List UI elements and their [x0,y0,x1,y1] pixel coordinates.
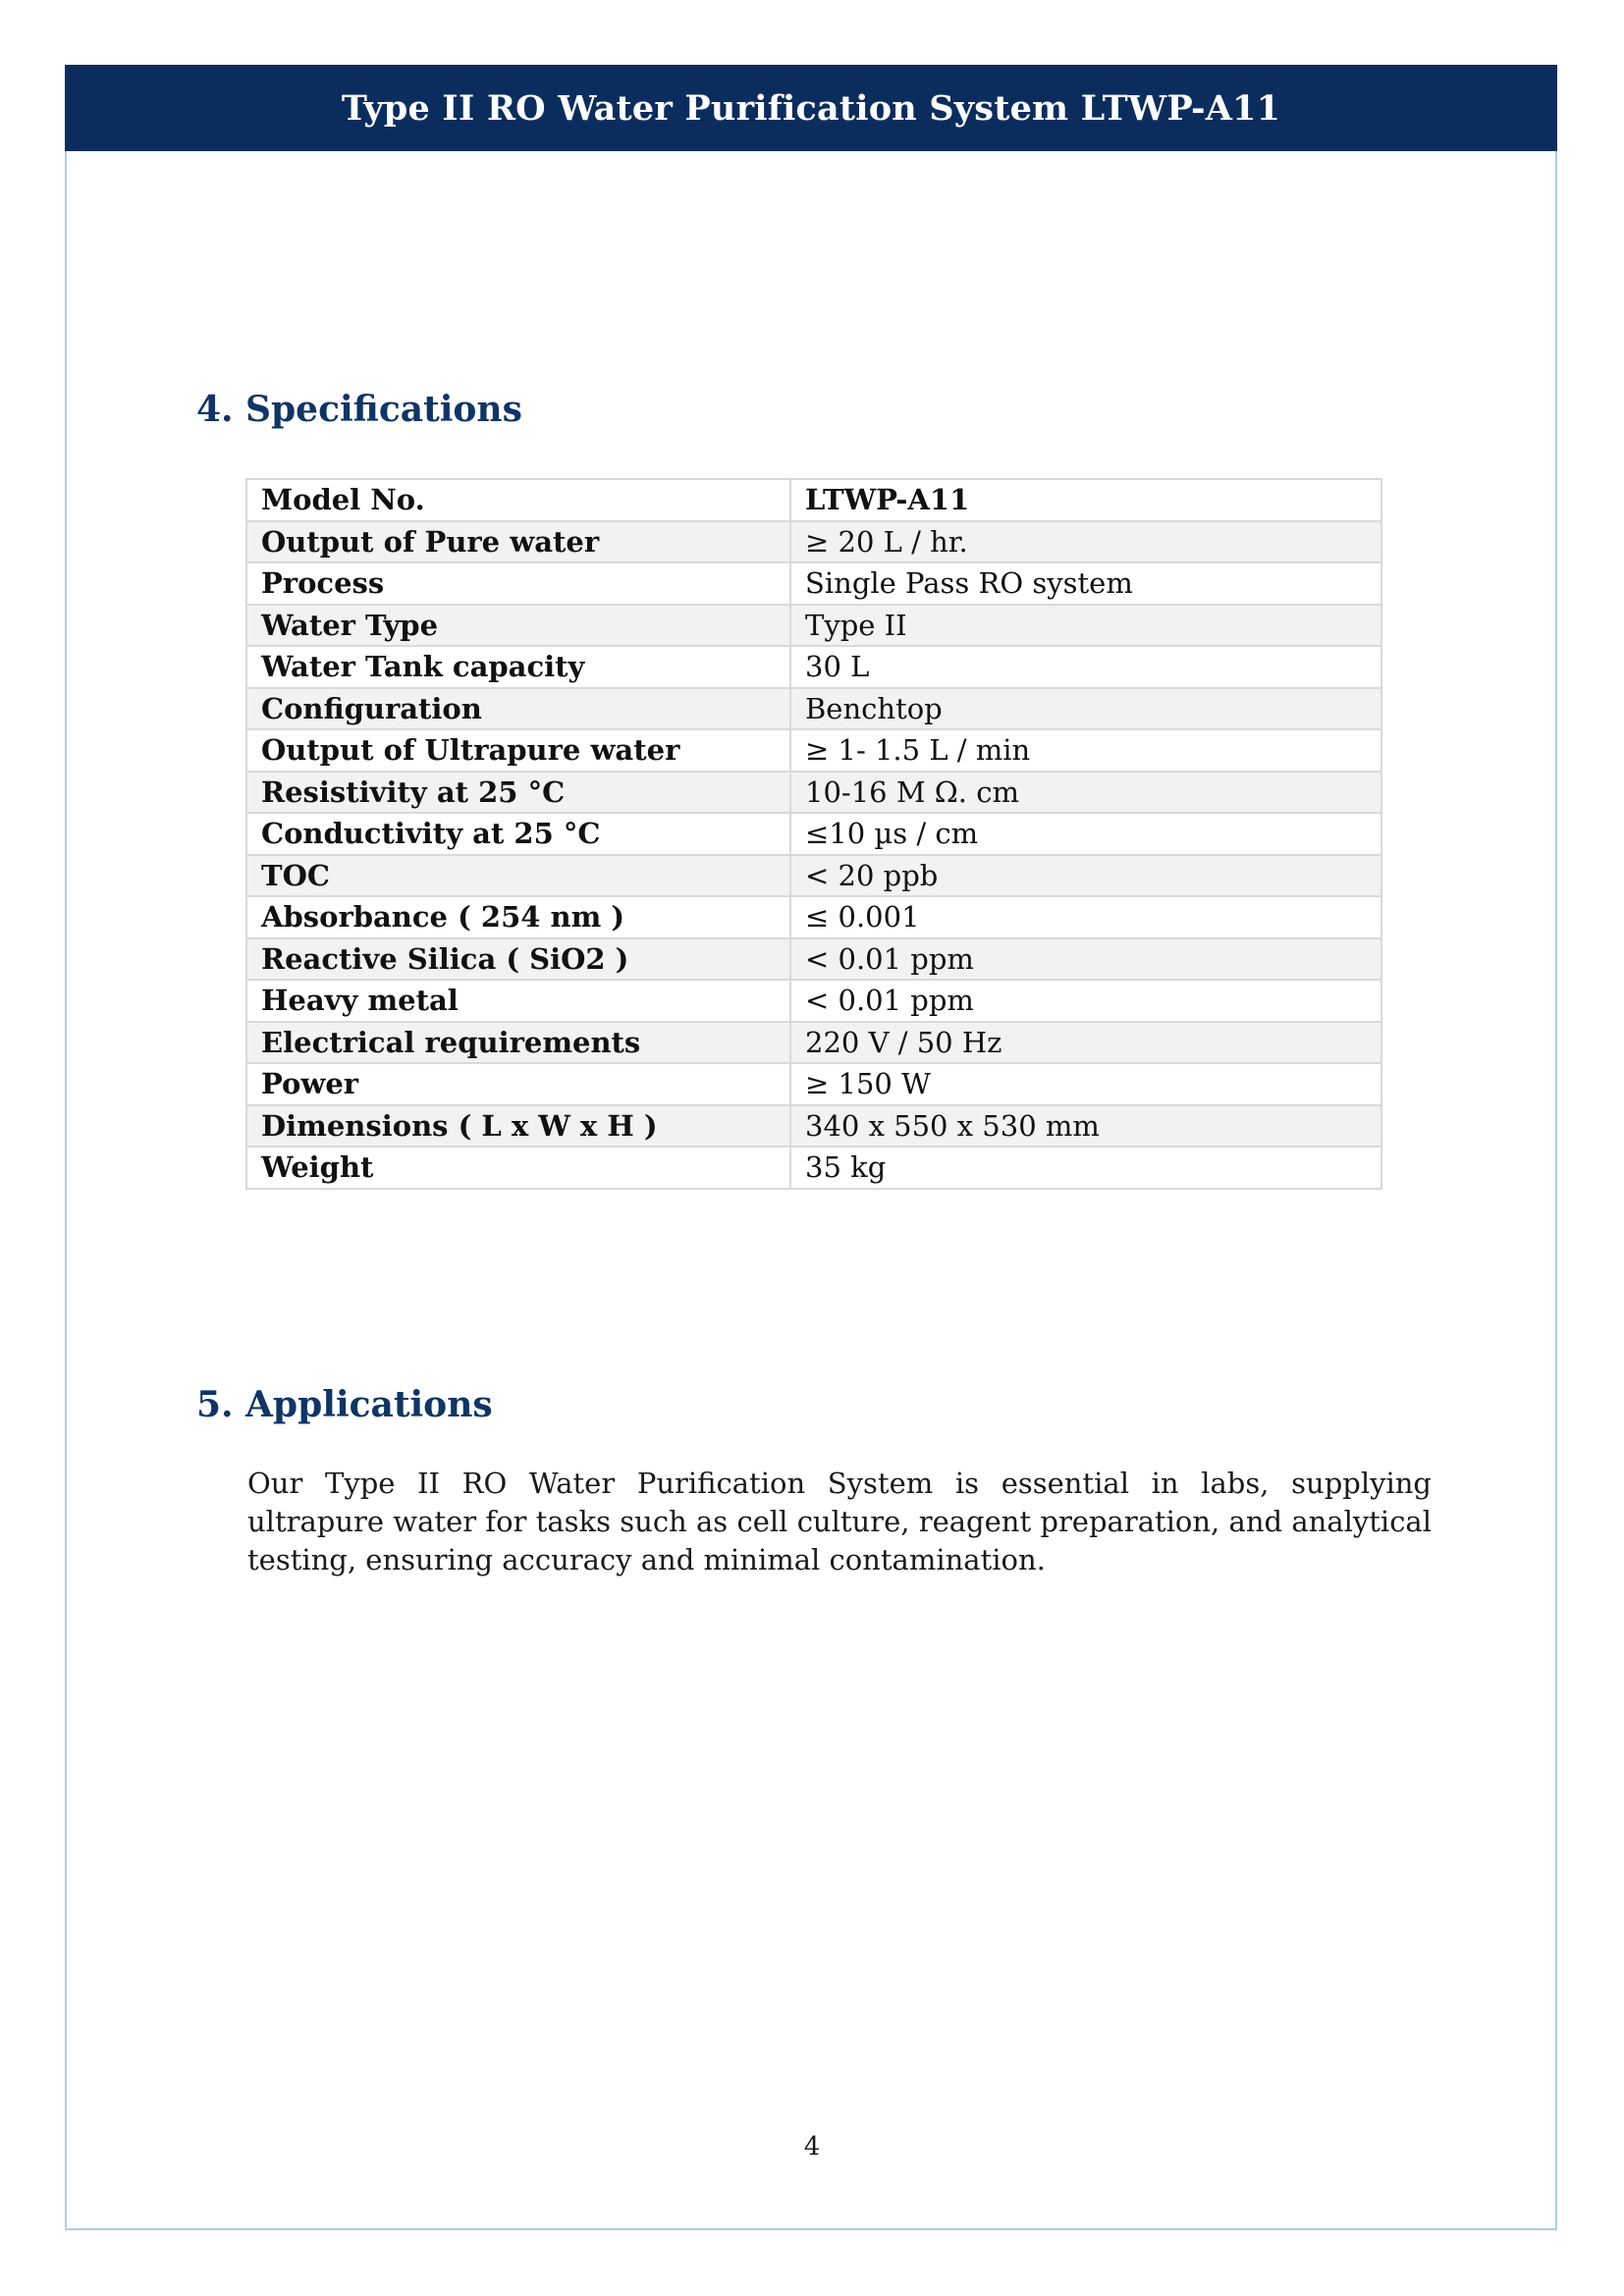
spec-value: Single Pass RO system [790,562,1381,605]
spec-value: 10-16 M Ω. cm [790,772,1381,814]
table-row [246,980,1381,1022]
spec-label: Power [246,1063,790,1105]
table-row [246,896,1381,938]
document-title: Type II RO Water Purification System LTWP-A11 [341,87,1281,129]
spec-value: ≤ 0.001 [790,896,1381,938]
spec-label: Water Type [246,605,790,647]
table-row [246,562,1381,605]
spec-label: Resistivity at 25 °C [246,772,790,814]
table-row [246,1147,1381,1189]
spec-value: 340 x 550 x 530 mm [790,1105,1381,1148]
table-row [246,646,1381,688]
table-row [246,1063,1381,1105]
spec-value: ≤10 µs / cm [790,813,1381,855]
spec-value: < 0.01 ppm [790,980,1381,1022]
spec-label: Weight [246,1147,790,1189]
section-number: 5. [196,1384,234,1425]
spec-value: 220 V / 50 Hz [790,1022,1381,1064]
spec-label: Model No. [246,479,790,521]
spec-value: ≥ 1- 1.5 L / min [790,729,1381,772]
page-number: 4 [803,2132,821,2162]
table-row [246,1022,1381,1064]
table-row [246,855,1381,897]
spec-value: Benchtop [790,688,1381,730]
table-row [246,1105,1381,1148]
spec-label: Configuration [246,688,790,730]
header-banner [65,65,1557,151]
spec-label: Reactive Silica ( SiO2 ) [246,938,790,981]
spec-value: ≥ 150 W [790,1063,1381,1105]
table-row [246,813,1381,855]
spec-label: Water Tank capacity [246,646,790,688]
spec-label: Conductivity at 25 °C [246,813,790,855]
spec-label: Process [246,562,790,605]
spec-value: 35 kg [790,1147,1381,1189]
specifications-heading [196,389,522,430]
applications-heading [196,1384,493,1425]
table-row [246,729,1381,772]
section-number: 4. [196,389,234,430]
spec-label: Absorbance ( 254 nm ) [246,896,790,938]
spec-value: Type II [790,605,1381,647]
table-row [246,479,1381,521]
spec-label: Output of Ultrapure water [246,729,790,772]
applications-paragraph: Our Type II RO Water Purification System is essential in labs, supplying ultrapure water for tasks such as cell culture, reagent preparation, and analytical testing, ensuring accuracy and minimal contamination. [247,1467,1432,1576]
spec-label: TOC [246,855,790,897]
spec-value: < 0.01 ppm [790,938,1381,981]
table-row [246,605,1381,647]
table-row [246,772,1381,814]
spec-value: < 20 ppb [790,855,1381,897]
spec-label: Output of Pure water [246,521,790,563]
spec-label: Electrical requirements [246,1022,790,1064]
spec-label: Heavy metal [246,980,790,1022]
specifications-table [245,478,1382,1190]
spec-label: Dimensions ( L x W x H ) [246,1105,790,1148]
spec-value: 30 L [790,646,1381,688]
table-row [246,521,1381,563]
section-title: Specifications [245,389,522,430]
table-row [246,938,1381,981]
table-row [246,688,1381,730]
spec-value: ≥ 20 L / hr. [790,521,1381,563]
section-title: Applications [245,1384,493,1425]
spec-value: LTWP-A11 [790,479,1381,521]
